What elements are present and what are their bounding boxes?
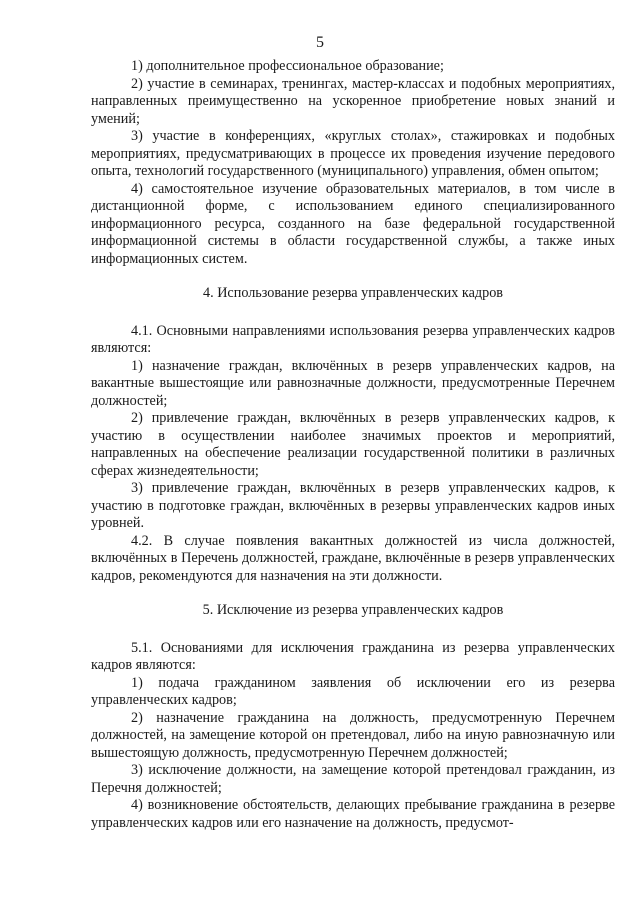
section-heading-4: 4. Использование резерва управленческих кадров xyxy=(203,285,503,301)
page-number: 5 xyxy=(316,34,324,51)
paragraph: 4.1. Основными направлениями использования резерва управленческих кадров являются: xyxy=(91,322,615,356)
paragraph: 3) участие в конференциях, «круглых столах», стажировках и подобных мероприятиях, предусматривающих в процессе их проведения изучение передового опыта, технологий государственного (муниципального) управления, обмен опытом; xyxy=(91,128,615,179)
section-heading-5: 5. Исключение из резерва управленческих кадров xyxy=(202,602,504,618)
paragraph: 3) привлечение граждан, включённых в резерв управленческих кадров, к участию в подготовке граждан, включённых в резервы управленческих кадров иных уровней. xyxy=(91,480,615,531)
paragraph: 2) участие в семинарах, тренингах, мастер-классах и подобных мероприятиях, направленных преимущественно на ускоренное приобретение новых знаний и умений; xyxy=(91,75,615,127)
document-body xyxy=(91,58,615,832)
paragraph: 5.1. Основаниями для исключения гражданина из резерва управленческих кадров являются: xyxy=(91,639,615,673)
paragraph: 4.2. В случае появления вакантных должностей из числа должностей, включённых в Перечень должностей, граждане, включённые в резерв управленческих кадров, рекомендуются для назначения на эти должности. xyxy=(91,532,615,584)
paragraph: 3) исключение должности, на замещение которой претендовал гражданин, из Перечня должностей; xyxy=(91,762,615,796)
paragraph: 4) самостоятельное изучение образовательных материалов, в том числе в дистанционной форме, с использованием единого специализированного информационного ресурса, созданного на базе федеральной государственной информационной системы в области государственной службы, а также иных информационных систем. xyxy=(91,180,615,267)
paragraph: 2) назначение гражданина на должность, предусмотренную Перечнем должностей, на замещение которой он претендовал, либо на иную равнозначную или вышестоящую должность, предусмотренную Перечнем должностей; xyxy=(91,709,615,761)
paragraph: 1) назначение граждан, включённых в резерв управленческих кадров, на вакантные вышестоящие или равнозначные должности, предусмотренные Перечнем должностей; xyxy=(91,357,615,409)
paragraph: 1) дополнительное профессиональное образование; xyxy=(131,58,444,74)
paragraph: 1) подача гражданином заявления об исключении его из резерва управленческих кадров; xyxy=(91,674,615,708)
paragraph: 2) привлечение граждан, включённых в резерв управленческих кадров, к участию в осуществлении наиболее значимых проектов и мероприятий, направленных на обеспечение реализации государственной политики в различных сферах жизнедеятельности; xyxy=(91,410,615,479)
paragraph: 4) возникновение обстоятельств, делающих пребывание гражданина в резерве управленческих кадров или его назначение на должность, предусмот- xyxy=(91,797,615,831)
